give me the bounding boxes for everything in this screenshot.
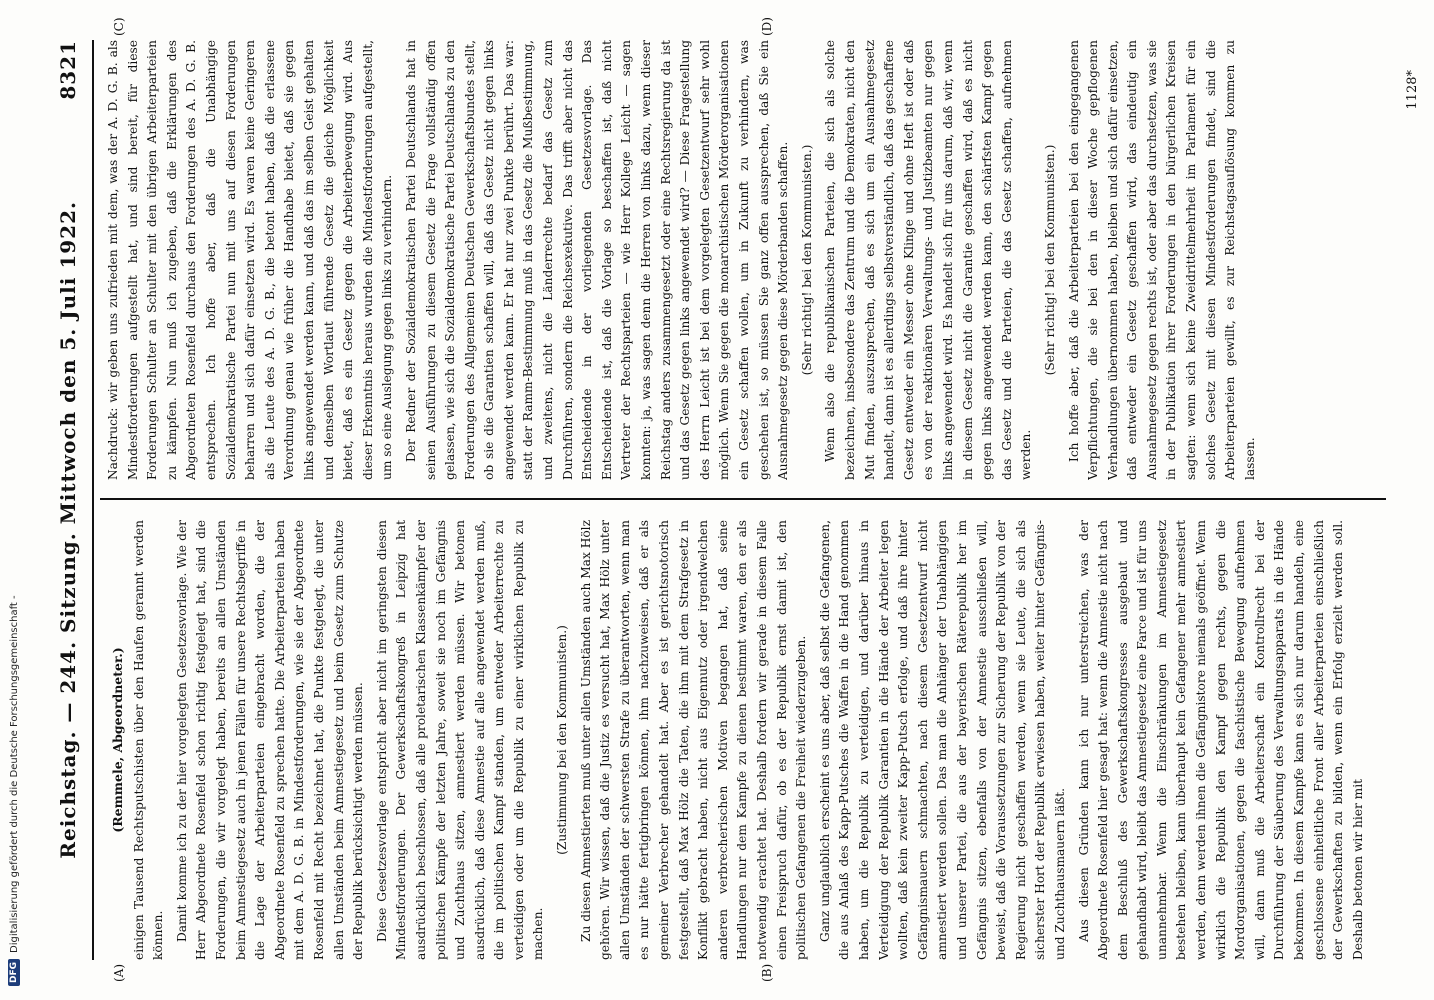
left-column xyxy=(104,520,1390,960)
digitization-note xyxy=(0,0,28,1000)
paragraph: Aus diesen Gründen kann ich nur unterstreichen, was der Abgeordnete Rosenfeld hier gesagt hat: wenn die Amnestie nicht nach dem Beschluß des Gewerkschaftskongresses ausgebaut und gehandhabt wird, bleibt das Amnestiegesetz eine Farce und ist für uns unannehmbar. Wenn die Einschränkungen im Amnestiegesetz bestehen bleiben, kann überhaupt kein Gefangener mehr amnestiert werden, denn werden ihnen die Gefängnistore niemals geöffnet. Wenn wirklich die Republik den Kampf gegen rechts, gegen die Mordorganisationen, gegen die faschistische Bewegung aufnehmen will, dann muß die Arbeiterschaft ein Kontrollrecht bei der Durchführung der Säuberung des Verwaltungsapparats in die Hände bekommen. In diesem Kampfe kann es sich nur darum handeln, eine geschlossene einheitliche Front aller Arbeiterparteien einschließlich der Gewerkschaften zu bilden, wenn ein Erfolg erzielt werden soll. Deshalb betonen wir hier mit xyxy=(1076,520,1365,960)
interjection: (Sehr richtig! bei den Kommunisten.) xyxy=(1042,144,1057,376)
column-divider xyxy=(100,498,1386,500)
dfg-logo: DFG xyxy=(8,959,20,986)
footer-signature: 1128* xyxy=(1405,70,1420,110)
digitization-note-text: Digitalisierung gefördert durch die Deutsche Forschungsgemeinschaft - xyxy=(8,595,20,953)
paragraph: Ganz unglaublich erscheint es uns aber, daß selbst die Gefangenen, die aus Anlaß des Kapp-Putsches die Waffen in die Hand genommen haben, um die Republik zu verteidigen, und darüber hinaus in Verteidigung der Republik Garantien in die Hände der Arbeiter legen wollten, daß kein zweiter Kapp-Putsch erfolge, und daß ihre hinter Gefängnismauern schmachten, nach diesem Gesetzentwurf nicht amnestiert werden sollen. Das man die Anhänger der Unabhängigen und unserer Partei, die aus der bayerischen Räterepublik her im Gefängnis sitzen, ebenfalls von der Amnestie ausschließen will, beweist, daß die Voraussetzungen zur Sicherung der Republik von der Regierung nicht geschaffen werden, wenn sie Leute, die sich als sicherster Hort der Republik erwiesen haben, weiter hinter Gefängnis- und Zuchthausmauern läßt. xyxy=(817,520,1067,960)
page-number: 8321 xyxy=(56,40,80,100)
margin-marker-c: (C) xyxy=(112,17,126,36)
paragraph: Ich hoffe aber, daß die Arbeiterparteien bei den eingegangenen Verpflichtungen, die sie bei den in dieser Woche gepflogenen Verhandlungen übernommen haben, bleiben und sich dafür einsetzen, daß entweder ein Gesetz geschaffen wird, das eindeutig ein Ausnahmegesetz gegen rechts ist, oder aber das durchsetzen, was sie in der Publikation ihrer Forderungen in den bürgerlichen Kreisen sagten: wenn sich keine Zweidrittelmehrheit im Parlament für ein solches Gesetz mit diesen Mindestforderungen findet, sind die Arbeiterparteien gewillt, es zur Reichstagsauflösung kommen zu lassen. xyxy=(1066,40,1257,480)
interjection: (Sehr richtig! bei den Kommunisten.) xyxy=(799,144,814,376)
paragraph: Diese Gesetzesvorlage entspricht aber nicht im geringsten diesen Mindestforderungen. Der Gewerkschaftskongreß in Leipzig hat ausdrücklich beschlossen, daß alle proletarischen Klassenkämpfer der politischen Kämpfe der letzten Jahre, soweit sie noch im Gefängnis und Zuchthaus sitzen, amnestiert werden müssen. Wir betonen ausdrücklich, daß diese Amnestie auf alle angewendet werden muß, die im politischen Kampf standen, um entweder Arbeiterrechte zu verteidigen oder um die Republik zu einer wirklichen Republik zu machen. xyxy=(374,520,546,960)
paragraph: einigen Tausend Rechtsputschisten über den Haufen gerannt werden können. xyxy=(131,520,166,960)
paragraph: Der Redner der Sozialdemokratischen Partei Deutschlands hat in seinen Ausführungen zu diesem Gesetz die Frage vollständig offen gelassen, wie sich die Sozialdemokratische Partei Deutschlands zu den Forderungen des Allgemeinen Deutschen Gewerkschaftsbundes stellt, ob sie die Garantien schaffen will, daß das Gesetz nicht gegen links angewendet werden kann. Er hat nur zwei Punkte berührt. Das war: statt der Ramm-Bestimmung muß in das Gesetz die Mußbestimmung, und zweitens, nicht die Länderrechte bedarf das Gesetz zum Durchführen, sondern die Reichsexekutive. Das trifft aber nicht das Entscheidende in der vorliegenden Gesetzesvorlage. Das Entscheidende ist, daß die Vorlage so beschaffen ist, daß nicht Vertreter der Rechtsparteien — wie Herr Kollege Leicht — sagen konnten: ja, was sagen denn die Herren von links dazu, wenn dieser Reichstag anders zusammengesetzt oder eine Rechtsregierung da ist und das Gesetz gegen links angewendet wird? — Diese Fragestellung des Herrn Leicht ist bei dem vorgelegten Gesetzentwurf sehr wohl möglich. Wenn Sie gegen die monarchistischen Mörderorganisationen ein Gesetz schaffen wollen, um in Zukunft zu verhindern, was geschehen ist, so müssen Sie ganz offen aussprechen, daß Sie ein Ausnahmegesetz gegen diese Mörderbanden schaffen. xyxy=(403,40,791,480)
paragraph: Nachdruck: wir geben uns zufrieden mit dem, was der A. D. G. B. als Mindestforderungen aufgestellt hat, und sind bereit, für diese Forderungen Schulter an Schulter mit den übrigen Arbeiterparteien zu kämpfen. Nun muß ich zugeben, daß die Erklärungen des Abgeordneten Rosenfeld durchaus den Forderungen des A. D. G. B. entsprechen. Ich hoffe aber, daß die Unabhängige Sozialdemokratische Partei nun mit uns auf diesen Forderungen beharren und sich dafür einsetzen wird. Es waren keine Geringeren als die Leute des A. D. G. B., die betont haben, daß die erlassene Verordnung genau wie früher die Handhabe bietet, daß sie gegen links angewendet werden kann, und daß das im selben Geist gehalten und denselben Wortlaut führende Gesetz die gleiche Möglichkeit bietet, daß es ein Gesetz gegen die Arbeiterbewegung wird. Aus dieser Erkenntnis heraus wurden die Mindestforderungen aufgestellt, um so eine Auslegung gegen links zu verhindern. xyxy=(106,40,395,480)
page-header xyxy=(48,40,88,960)
paragraph: Wenn also die republikanischen Parteien, die sich als solche bezeichnen, insbesondere das Zentrum und die Demokraten, nicht den Mut finden, auszusprechen, daß es sich um ein Ausnahmegesetz handelt, dann ist es allerdings selbstverständlich, daß das geschaffene Gesetz entweder ein Messer ohne Klinge und ohne Heft ist oder daß es von der reaktionären Verwaltungs- und Justizbeamten nur gegen links angewendet wird. Es handelt sich für uns darum, daß wir, wenn in diesem Gesetz nicht die Garantie geschaffen wird, daß es nicht gegen links angewendet werden kann, den schärfsten Kampf gegen das Gesetz und die Parteien, die das Gesetz schaffen, aufnehmen werden. xyxy=(823,40,1034,480)
interjection: (Zustimmung bei den Kommunisten.) xyxy=(555,625,570,855)
margin-marker-d: (D) xyxy=(760,17,774,36)
header-rule xyxy=(92,40,94,960)
right-column xyxy=(104,40,1390,480)
margin-marker-a: (A) xyxy=(112,963,126,982)
page-title: Reichstag. — 244. Sitzung. Mittwoch den 5. Juli 1922. xyxy=(56,201,80,859)
paragraph: Damit komme ich zu der hier vorgelegten Gesetzesvorlage. Wie der Herr Abgeordnete Rosenfeld schon richtig festgelegt hat, sind die Forderungen, die wir vorgelegt haben, bereits an allen Umständen beim Amnestiegesetz auch in jenen Fällen für unsere Rechtsbegriffe in die Lage der Arbeiterparteien eingebracht worden, die der Abgeordnete Rosenfeld zu sprechen hatte. Die Arbeiterparteien haben mit dem A. D. G. B. in Mindestforderungen, wie sie der Abgeordnete Rosenfeld mit Recht bezeichnet hat, die Punkte festgelegt, die unter allen Umständen beim Amnestiegesetz und beim Gesetz zum Schutze der Republik berücksichtigt werden müssen. xyxy=(174,520,366,960)
speaker-label: (Remmele, Abgeordneter.) xyxy=(110,647,125,833)
paragraph: Zu diesen Amnestierten muß unter allen Umständen auch Max Hölz gehören. Wir wissen, daß die Justiz es versucht hat, Max Hölz unter allen Umständen der schwersten Strafe zu überantworten, wenn man es nur hätte fertigbringen können, ihm nachzuweisen, daß er als gemeiner Verbrecher gehandelt hat. Aber es ist gerichtsnotorisch festgestellt, daß Max Hölz die Taten, die ihm mit dem Strafgesetz in Konflikt gebracht haben, nicht aus Eigennutz oder irgendwelchen anderen verbrecherischen Motiven begangen hat, daß seine Handlungen nur dem Kampfe zu dienen bestimmt waren, den er als notwendig erachtet hat. Deshalb fordern wir gerade in diesem Falle einen Freispruch dafür, ob es der Republik ernst damit ist, den politischen Gefangenen die Freiheit wiederzugeben. xyxy=(578,520,809,960)
margin-marker-b: (B) xyxy=(760,963,774,982)
